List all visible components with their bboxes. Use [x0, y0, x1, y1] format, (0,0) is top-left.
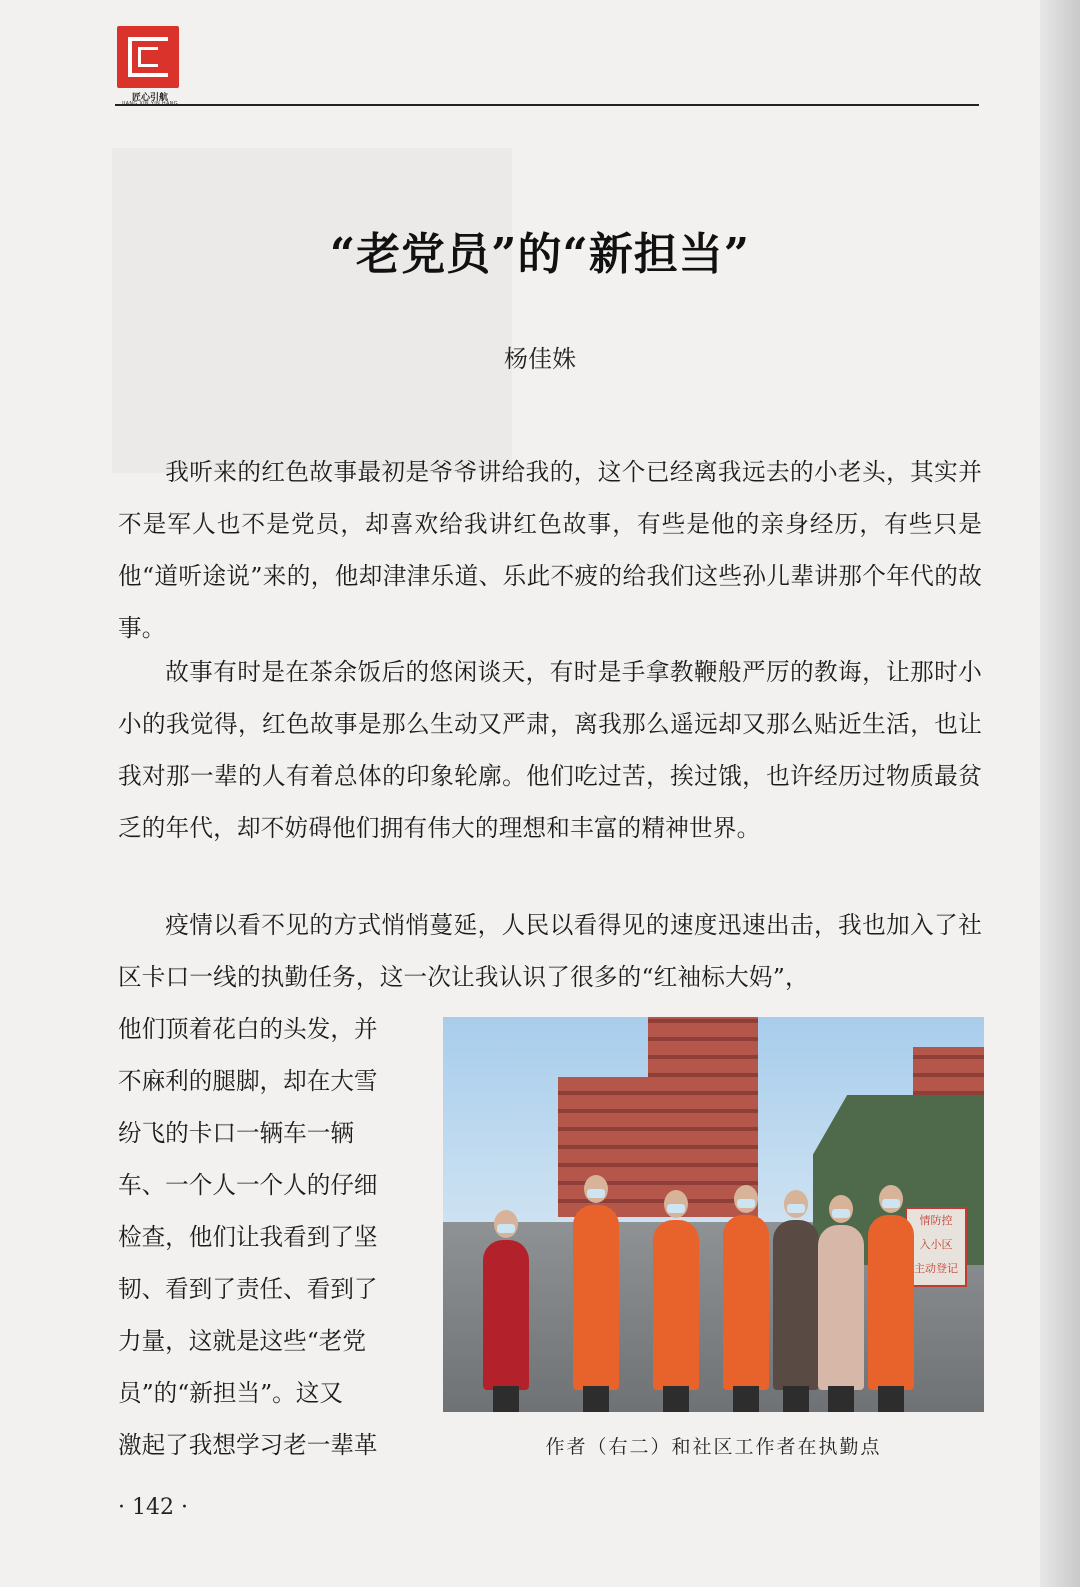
- wrapped-line: 纷飞的卡口一辆车一辆: [118, 1119, 354, 1147]
- wrapped-line: 检查，他们让我看到了坚: [118, 1223, 378, 1251]
- person: [573, 1205, 619, 1390]
- sign-line: 入小区: [919, 1238, 953, 1251]
- wrapped-line: 车、一个人一个人的仔细: [118, 1171, 378, 1199]
- person: [773, 1220, 819, 1390]
- paragraph-1-text: 我听来的红色故事最初是爷爷讲给我的，这个已经离我远去的小老头，其实并不是军人也不是党员，却喜欢给我讲红色故事，有些是他的亲身经历，有些只是他“道听途说”来的，他却津津乐道、乐此不疲的给我们这些孙儿辈讲那个年代的故事。: [118, 458, 982, 642]
- paragraph-3: [118, 899, 982, 1003]
- wrapped-line: 力量，这就是这些“老党: [118, 1327, 366, 1355]
- checkpoint-photo: [443, 1017, 984, 1412]
- person: [818, 1225, 864, 1390]
- photo-caption: 作者（右二）和社区工作者在执勤点: [545, 1436, 882, 1458]
- wrapped-line: 他们顶着花白的头发，并: [118, 1015, 378, 1043]
- wrapped-line: 韧、看到了责任、看到了: [118, 1275, 378, 1303]
- header-rule: [115, 104, 979, 106]
- article-title: “老党员”的“新担当”: [329, 229, 751, 280]
- paragraph-1: [118, 446, 982, 654]
- registration-sign: [905, 1207, 967, 1287]
- paragraph-2-text: 故事有时是在茶余饭后的悠闲谈天，有时是手拿教鞭般严厉的教诲，让那时小小的我觉得，红色故事是那么生动又严肃，离我那么遥远却又那么贴近生活，也让我对那一辈的人有着总体的印象轮廓。他们吃过苦，挨过饿，也许经历过物质最贫乏的年代，却不妨碍他们拥有伟大的理想和丰富的精神世界。: [118, 658, 982, 842]
- paragraph-3-text: 疫情以看不见的方式悄悄蔓延，人民以看得见的速度迅速出击，我也加入了社区卡口一线的执勤任务，这一次让我认识了很多的“红袖标大妈”，: [118, 911, 982, 991]
- wrapped-line: 激起了我想学习老一辈革: [118, 1431, 378, 1459]
- page-number: · 142 ·: [118, 1495, 188, 1520]
- paragraph-2: [118, 646, 982, 854]
- sign-line: 主动登记: [914, 1262, 958, 1275]
- sign-line: 情防控: [919, 1214, 953, 1227]
- wrapped-line: 员”的“新担当”。这又: [118, 1379, 343, 1407]
- wrapped-text-column: [118, 1003, 418, 1471]
- person: [653, 1220, 699, 1390]
- logo-icon: [117, 26, 179, 88]
- wrapped-line: 不麻利的腿脚，却在大雪: [118, 1067, 378, 1095]
- person: [483, 1240, 529, 1390]
- bleed-through-block: [112, 148, 512, 473]
- person: [723, 1215, 769, 1390]
- logo-text: 匠心引航: [131, 93, 168, 103]
- person: [868, 1215, 914, 1390]
- article-author: 杨佳姝: [504, 345, 576, 373]
